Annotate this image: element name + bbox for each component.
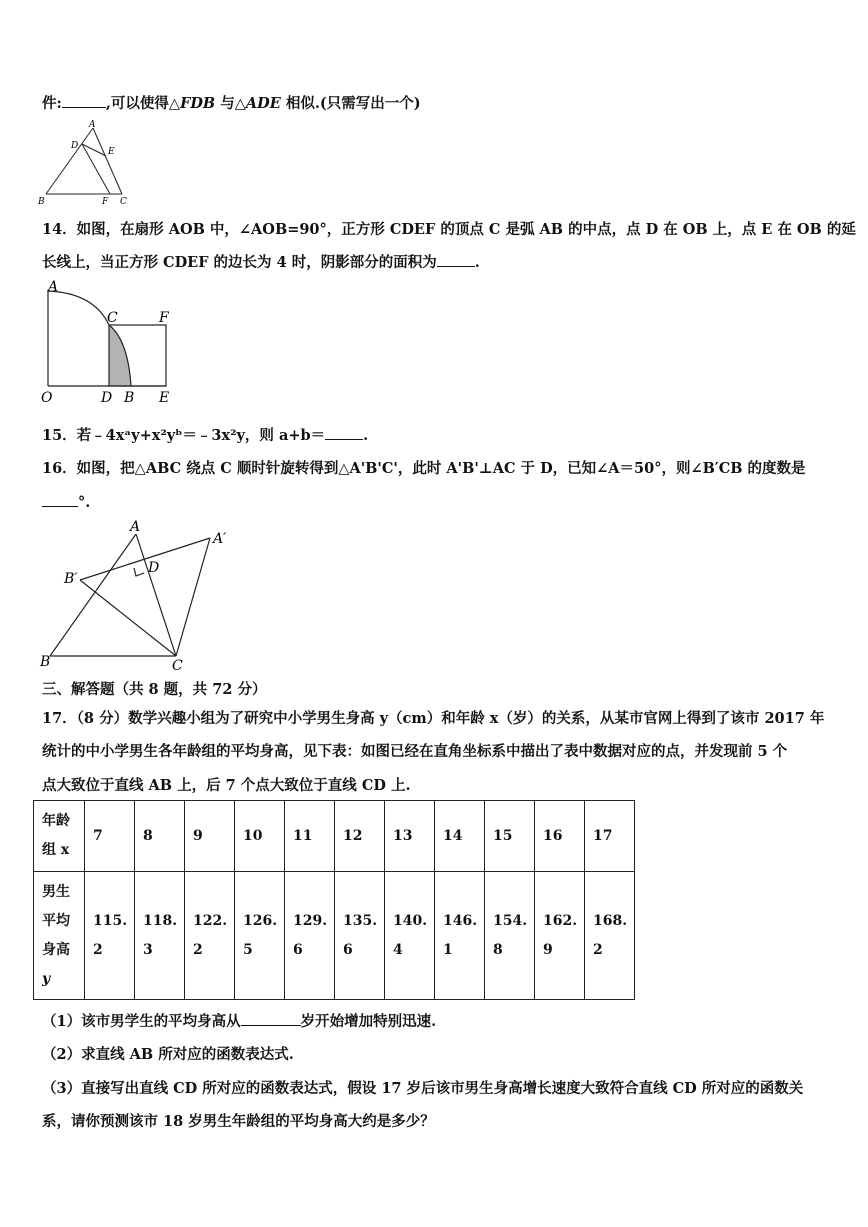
q15-tail: . bbox=[363, 427, 369, 444]
q15-equation: 15．若﹣4xᵃy+x²yᵇ＝﹣3x²y，则 a+b＝ bbox=[42, 427, 326, 444]
table-cell-age: 10 bbox=[235, 801, 285, 872]
q14-label-c: C bbox=[107, 310, 118, 326]
q16-line1: 16．如图，把△ABC 绕点 C 顺时针旋转得到△A'B'C'，此时 A'B'⊥AC 于 D，已知∠A＝50°，则∠B′CB 的度数是 bbox=[42, 460, 806, 477]
q14-line2-period: . bbox=[474, 254, 480, 271]
q17-sub3-line1: （3）直接写出直线 CD 所对应的函数表达式，假设 17 岁后该市男生身高增长速度大致符合直线 CD 所对应的函数关 bbox=[42, 1080, 804, 1097]
q13-label-a: A bbox=[89, 120, 96, 130]
q16-line2 bbox=[42, 492, 90, 511]
table-cell-age: 9 bbox=[185, 801, 235, 872]
table-cell-age: 8 bbox=[135, 801, 185, 872]
table-row-height bbox=[34, 872, 635, 1000]
q17-data-table bbox=[33, 800, 635, 1000]
q16-label-c: C bbox=[172, 658, 183, 674]
q17-line1: 17．（8 分）数学兴趣小组为了研究中小学男生身高 y（cm）和年龄 x（岁）的关系，从某市官网上得到了该市 2017 年 bbox=[42, 710, 825, 727]
table-cell-height: 135. 6 bbox=[335, 872, 385, 1000]
q17-sub2: （2）求直线 AB 所对应的函数表达式. bbox=[42, 1046, 294, 1063]
q14-line1: 14．如图，在扇形 AOB 中，∠AOB=90°，正方形 CDEF 的顶点 C 是弧 AB 的中点，点 D 在 OB 上，点 E 在 OB 的延 bbox=[42, 221, 856, 238]
table-header-age: 年龄 组 x bbox=[34, 801, 85, 872]
q17-line3: 点大致位于直线 AB 上，后 7 个点大致位于直线 CD 上. bbox=[42, 777, 411, 794]
table-cell-height: 115. 2 bbox=[85, 872, 135, 1000]
q16-figure bbox=[36, 516, 236, 674]
table-cell-age: 13 bbox=[385, 801, 435, 872]
q13-triangle-ade: ADE bbox=[245, 95, 281, 112]
table-cell-height: 126. 5 bbox=[235, 872, 285, 1000]
q14-line2-text: 长线上，当正方形 CDEF 的边长为 4 时，阴影部分的面积为 bbox=[42, 254, 437, 271]
q13-answer-blank[interactable] bbox=[62, 93, 106, 108]
q16-answer-blank[interactable] bbox=[42, 492, 78, 507]
table-cell-height: 129. 6 bbox=[285, 872, 335, 1000]
q15-answer-blank[interactable] bbox=[325, 425, 363, 440]
table-row-age bbox=[34, 801, 635, 872]
q16-label-a: A bbox=[130, 519, 141, 535]
table-cell-age: 16 bbox=[535, 801, 585, 872]
q17-sub1-blank[interactable] bbox=[241, 1011, 301, 1026]
table-cell-height: 154. 8 bbox=[485, 872, 535, 1000]
q15-text bbox=[42, 424, 368, 445]
q14-figure bbox=[40, 278, 180, 406]
q16-label-d: D bbox=[148, 560, 160, 576]
table-cell-age: 7 bbox=[85, 801, 135, 872]
table-cell-height: 162. 9 bbox=[535, 872, 585, 1000]
q17-sub3-line2: 系，请你预测该市 18 岁男生年龄组的平均身高大约是多少？ bbox=[42, 1113, 435, 1130]
table-cell-age: 15 bbox=[485, 801, 535, 872]
q13-label-f: F bbox=[102, 197, 109, 207]
q14-label-o: O bbox=[41, 390, 53, 406]
q17-line2: 统计的中小学男生各年龄组的平均身高，见下表：如图已经在直角坐标系中描出了表中数据对应的点，并发现前 5 个 bbox=[42, 743, 788, 760]
table-cell-height: 146. 1 bbox=[435, 872, 485, 1000]
q16-degree: °. bbox=[78, 494, 91, 511]
q14-line2 bbox=[42, 251, 480, 272]
table-cell-height: 168. 2 bbox=[585, 872, 635, 1000]
q14-label-b: B bbox=[124, 390, 135, 406]
q13-text bbox=[42, 92, 421, 113]
table-cell-age: 12 bbox=[335, 801, 385, 872]
q13-suffix: ,可以使得△ bbox=[105, 95, 181, 112]
q13-label-b: B bbox=[38, 197, 45, 207]
q13-label-e: E bbox=[108, 147, 115, 157]
q14-label-f: F bbox=[159, 310, 169, 326]
q17-sub1-tail: 岁开始增加特别迅速. bbox=[300, 1013, 437, 1030]
table-cell-age: 17 bbox=[585, 801, 635, 872]
table-cell-height: 118. 3 bbox=[135, 872, 185, 1000]
q16-label-a-prime: A′ bbox=[213, 531, 227, 547]
table-header-height: 男生 平均 身高 y bbox=[34, 872, 85, 1000]
q14-label-a: A bbox=[48, 279, 59, 295]
q17-sub1-text: （1）该市男学生的平均身高从 bbox=[42, 1013, 241, 1030]
table-cell-age: 11 bbox=[285, 801, 335, 872]
q16-label-b-prime: B′ bbox=[64, 571, 78, 587]
table-cell-age: 14 bbox=[435, 801, 485, 872]
q13-mid: 与△ bbox=[215, 95, 246, 112]
q17-sub1 bbox=[42, 1010, 436, 1031]
q13-label-d: D bbox=[71, 141, 79, 151]
q14-answer-blank[interactable] bbox=[437, 252, 475, 267]
section-heading: 三、解答题（共 8 题，共 72 分） bbox=[42, 681, 267, 698]
q13-triangle-fdb: FDB bbox=[180, 95, 216, 112]
q16-label-b: B bbox=[40, 654, 51, 670]
q14-label-e: E bbox=[159, 390, 170, 406]
table-cell-height: 140. 4 bbox=[385, 872, 435, 1000]
q13-prefix: 件: bbox=[42, 95, 62, 112]
q13-figure bbox=[36, 118, 136, 208]
q13-label-c: C bbox=[120, 197, 127, 207]
q13-tail: 相似.(只需写出一个) bbox=[280, 95, 421, 112]
q14-shaded-region bbox=[109, 325, 131, 386]
q14-label-d: D bbox=[101, 390, 113, 406]
table-cell-height: 122. 2 bbox=[185, 872, 235, 1000]
